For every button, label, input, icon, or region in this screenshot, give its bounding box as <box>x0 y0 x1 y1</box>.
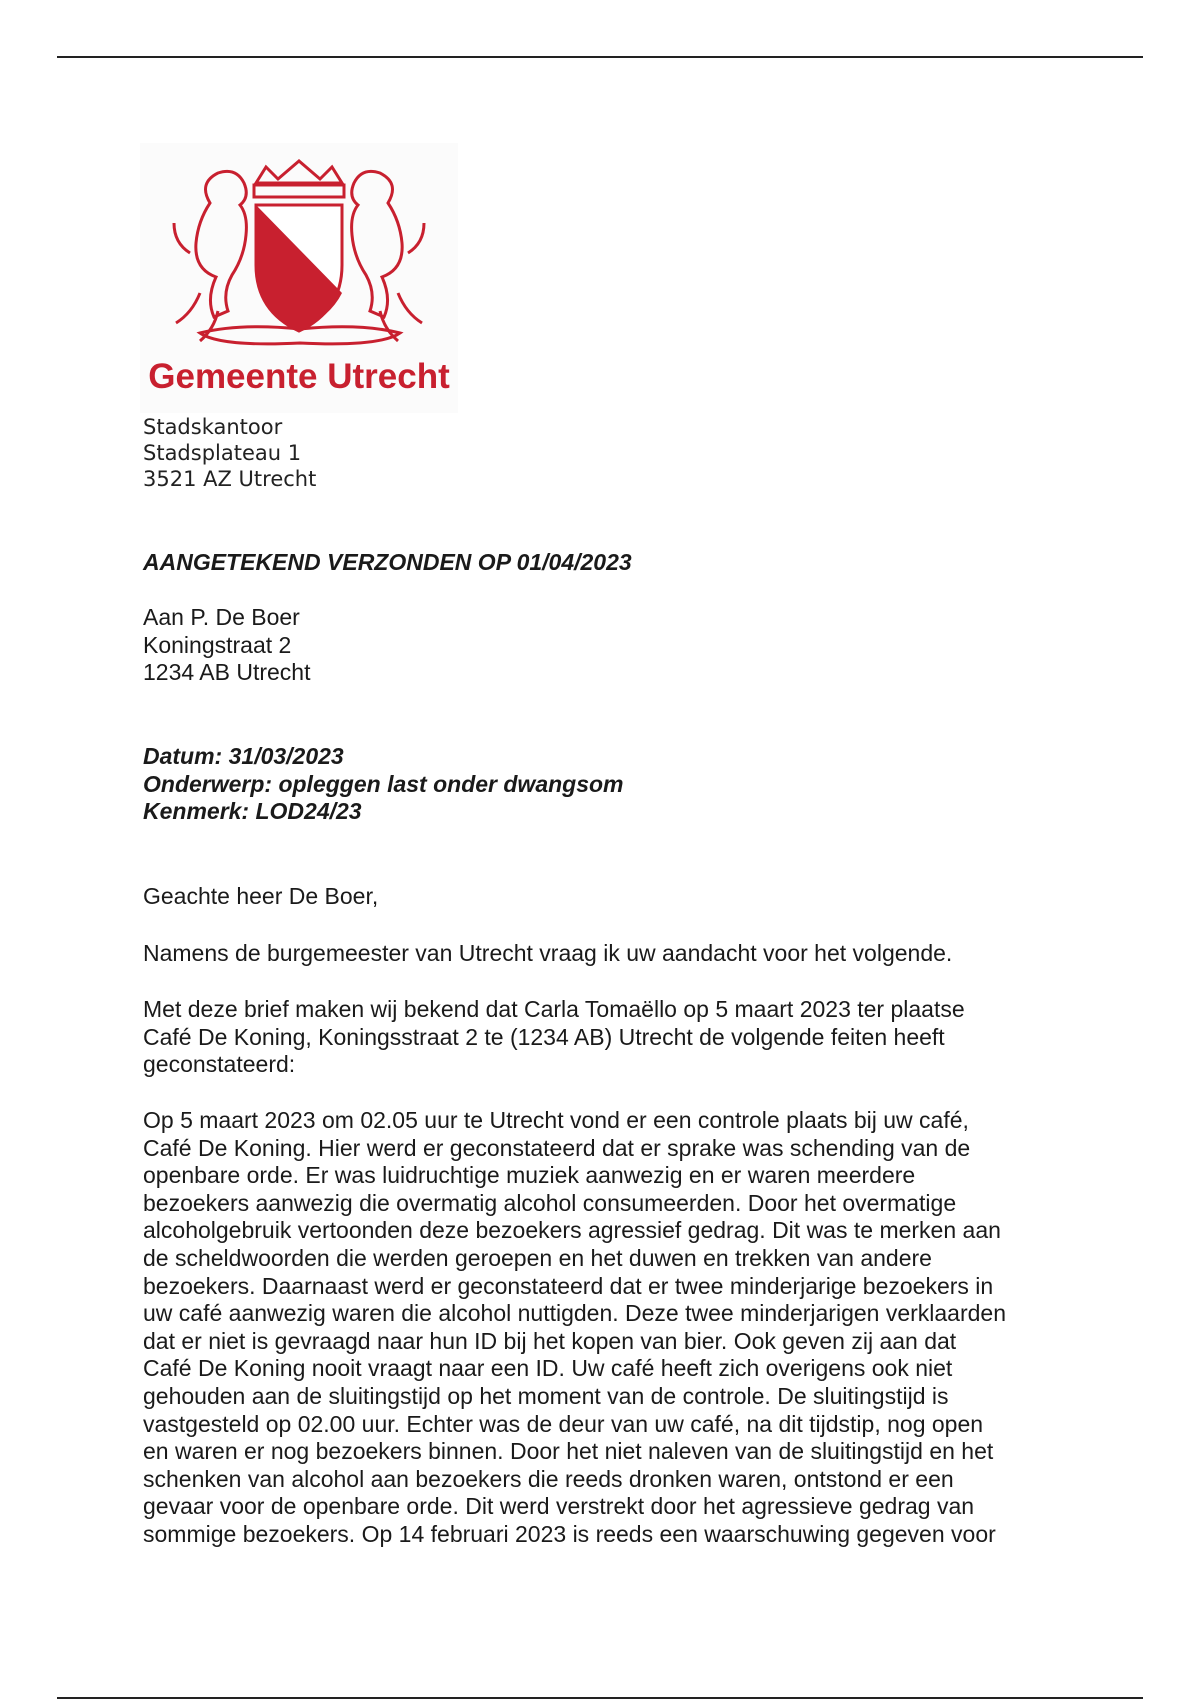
paragraph-line: Café De Koning nooit vraagt naar een ID. Uw café heeft zich overigens ook niet <box>143 1355 953 1382</box>
recipient-line: Koningstraat 2 <box>143 631 292 658</box>
paragraph-line: Met deze brief maken wij bekend dat Carla Tomaëllo op 5 maart 2023 ter plaatse <box>143 996 965 1022</box>
gemeente-utrecht-logo <box>140 143 458 413</box>
recipient-line: Aan P. De Boer <box>143 604 300 630</box>
paragraph-line: de scheldwoorden die werden geroepen en het duwen en trekken van andere <box>143 1244 932 1271</box>
paragraph-line: sommige bezoekers. Op 14 februari 2023 is reeds een waarschuwing gegeven voor <box>143 1520 996 1547</box>
paragraph-line: Café De Koning, Koningsstraat 2 te (1234 AB) Utrecht de volgende feiten heeft <box>143 1023 945 1050</box>
salutation: Geachte heer De Boer, <box>143 883 379 909</box>
paragraph-line: Op 5 maart 2023 om 02.05 uur te Utrecht vond er een controle plaats bij uw café, <box>143 1107 969 1133</box>
paragraph-line: schenken van alcohol aan bezoekers die reeds dronken waren, ontstond er een <box>143 1465 954 1492</box>
paragraph-line: Namens de burgemeester van Utrecht vraag ik uw aandacht voor het volgende. <box>143 940 953 966</box>
paragraph-line: vastgesteld op 02.00 uur. Echter was de deur van uw café, na dit tijdstip, nog open <box>143 1410 984 1437</box>
bottom-rule <box>57 1697 1143 1699</box>
subject-line: Onderwerp: opleggen last onder dwangsom <box>143 770 624 797</box>
paragraph-line: Café De Koning. Hier werd er geconstateerd dat er sprake was schending van de <box>143 1134 971 1161</box>
paragraph-findings <box>143 1107 1063 1549</box>
paragraph-intro <box>143 940 1063 968</box>
paragraph-line: uw café aanwezig waren die alcohol nuttigden. Deze twee minderjarigen verklaarden <box>143 1300 1007 1327</box>
reference-line: Kenmerk: LOD24/23 <box>143 798 362 825</box>
recipient-line: 1234 AB Utrecht <box>143 659 311 686</box>
paragraph-line: en waren er nog bezoekers binnen. Door het niet naleven van de sluitingstijd en het <box>143 1438 994 1465</box>
paragraph-line: bezoekers aanwezig die overmatig alcohol consumeerden. Door het overmatige <box>143 1189 957 1216</box>
paragraph-line: bezoekers. Daarnaast werd er geconstateerd dat er twee minderjarige bezoekers in <box>143 1272 994 1299</box>
paragraph-findings-intro <box>143 996 1063 1079</box>
paragraph-line: alcoholgebruik vertoonden deze bezoekers agressief gedrag. Dit was te merken aan <box>143 1217 1001 1244</box>
paragraph-line: gevaar voor de openbare orde. Dit werd verstrekt door het agressieve gedrag van <box>143 1493 975 1520</box>
paragraph-line: dat er niet is gevraagd naar hun ID bij het kopen van bier. Ook geven zij aan dat <box>143 1327 957 1354</box>
letter-meta <box>143 743 1063 826</box>
registered-notice: AANGETEKEND VERZONDEN OP 01/04/2023 <box>143 549 632 575</box>
sender-address <box>143 414 316 492</box>
recipient-address <box>143 604 1063 687</box>
paragraph-line: geconstateerd: <box>143 1051 296 1078</box>
logo-wordmark: Gemeente Utrecht <box>148 357 450 396</box>
top-rule <box>57 56 1143 58</box>
paragraph-line: gehouden aan de sluitingstijd op het moment van de controle. De sluitingstijd is <box>143 1382 949 1409</box>
date-line: Datum: 31/03/2023 <box>143 743 344 769</box>
coat-of-arms-icon <box>140 143 458 413</box>
sender-line: 3521 AZ Utrecht <box>143 467 317 491</box>
paragraph-line: openbare orde. Er was luidruchtige muziek aanwezig en er waren meerdere <box>143 1162 916 1189</box>
sender-line: Stadsplateau 1 <box>143 441 302 465</box>
sender-line: Stadskantoor <box>143 415 283 439</box>
